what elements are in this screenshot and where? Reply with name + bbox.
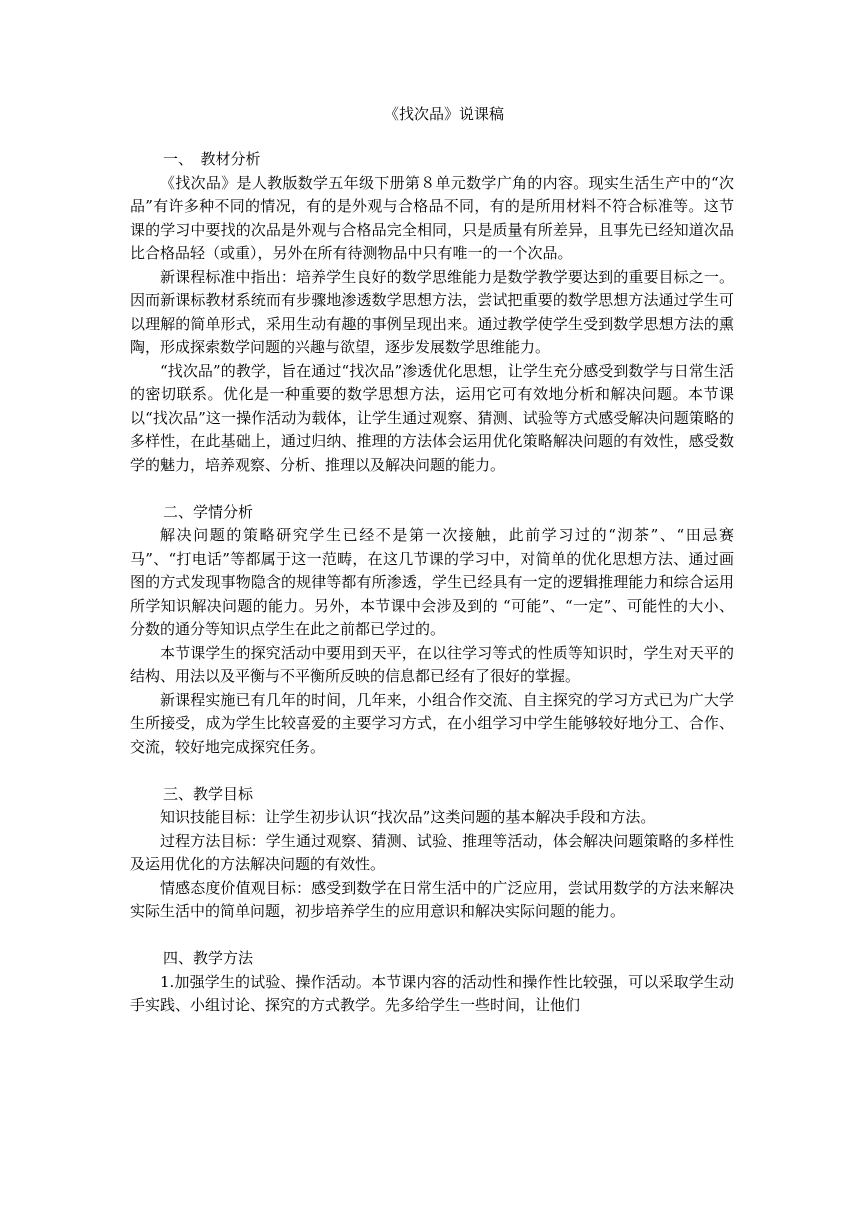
paragraph: “找次品”的教学，旨在通过“找次品”渗透优化思想，让学生充分感受到数学与日常生活的密切联系。优化是一种重要的数学思想方法，运用它可有效地分析和解决问题。本节课以“找次品”这一操作活动为载体，让学生通过观察、猜测、试验等方式感受解决问题策略的多样性，在此基础上，通过归纳、推理的方法体会运用优化策略解决问题的有效性，感受数学的魅力，培养观察、分析、推理以及解决问题的能力。 [130, 361, 734, 474]
section-heading: 三、教学目标 [163, 784, 254, 803]
section-spacer [130, 759, 734, 783]
paragraph: 新课程实施已有几年的时间，几年来，小组合作交流、自主探究的学习方式已为广大学生所接受，成为学生比较喜爱的主要学习方式，在小组学习中学生能够较好地分工、合作、交流，较好地完成探究任务。 [130, 690, 734, 756]
paragraph: 本节课学生的探究活动中要用到天平，在以往学习等式的性质等知识时，学生对天平的结构、用法以及平衡与不平衡所反映的信息都已经有了很好的掌握。 [130, 643, 734, 685]
paragraph: 解决问题的策略研究学生已经不是第一次接触，此前学习过的“沏茶”、“田忌赛马”、“打电话”等都属于这一范畴，在这几节课的学习中，对简单的优化思想方法、通过画图的方式发现事物隐含的规律等都有所渗透，学生已经具有一定的逻辑推理能力和综合运用所学知识解决问题的能力。另外，本节课中会涉及到的 “可能”、“一定”、可能性的大小、分数的通分等知识点学生在此之前都已学过的。 [130, 526, 734, 638]
paragraph: 知识技能目标：让学生初步认识“找次品”这类问题的基本解决手段和方法。 [160, 808, 656, 826]
paragraph: 《找次品》是人教版数学五年级下册第８单元数学广角的内容。现实生活生产中的“次品”有许多种不同的情况，有的是外观与合格品不同，有的是所用材料不符合标准等。这节课的学习中要找的次品是外观与合格品完全相同，只是质量有所差异，且事先已经知道次品比合格品轻（或重），另外在所有待测物品中只有唯一的一个次品。 [130, 173, 734, 262]
paragraph: 情感态度价值观目标：感受到数学在日常生活中的广泛应用，尝试用数学的方法来解决实际生活中的简单问题，初步培养学生的应用意识和解决实际问题的能力。 [130, 878, 734, 920]
document-title: 《找次品》说课稿 [383, 105, 504, 123]
section-spacer [130, 477, 734, 501]
section-teaching-methods [130, 947, 734, 1018]
section-student-analysis [130, 501, 734, 760]
section-teaching-goals [130, 783, 734, 924]
section-heading: 二、学情分析 [163, 502, 254, 521]
section-heading: 四、教学方法 [163, 949, 254, 967]
document-page [130, 100, 734, 1018]
paragraph: 过程方法目标：学生通过观察、猜测、试验、推理等活动，体会解决问题策略的多样性及运用优化的方法解决问题的有效性。 [130, 831, 734, 873]
section-spacer [130, 924, 734, 948]
paragraph: 新课程标准中指出：培养学生良好的数学思维能力是数学教学要达到的重要目标之一。因而新课标教材系统而有步骤地渗透数学思想方法，尝试把重要的数学思想方法通过学生可以理解的简单形式，采用生动有趣的事例呈现出来。通过教学使学生受到数学思想方法的熏陶，形成探索数学问题的兴趣与欲望，逐步发展数学思维能力。 [130, 267, 734, 356]
section-textbook-analysis [130, 148, 734, 477]
section-heading: 一、 教材分析 [163, 150, 261, 168]
paragraph: 1.加强学生的试验、操作活动。本节课内容的活动性和操作性比较强，可以采取学生动手实践、小组讨论、探究的方式教学。先多给学生一些时间，让他们 [130, 972, 734, 1014]
